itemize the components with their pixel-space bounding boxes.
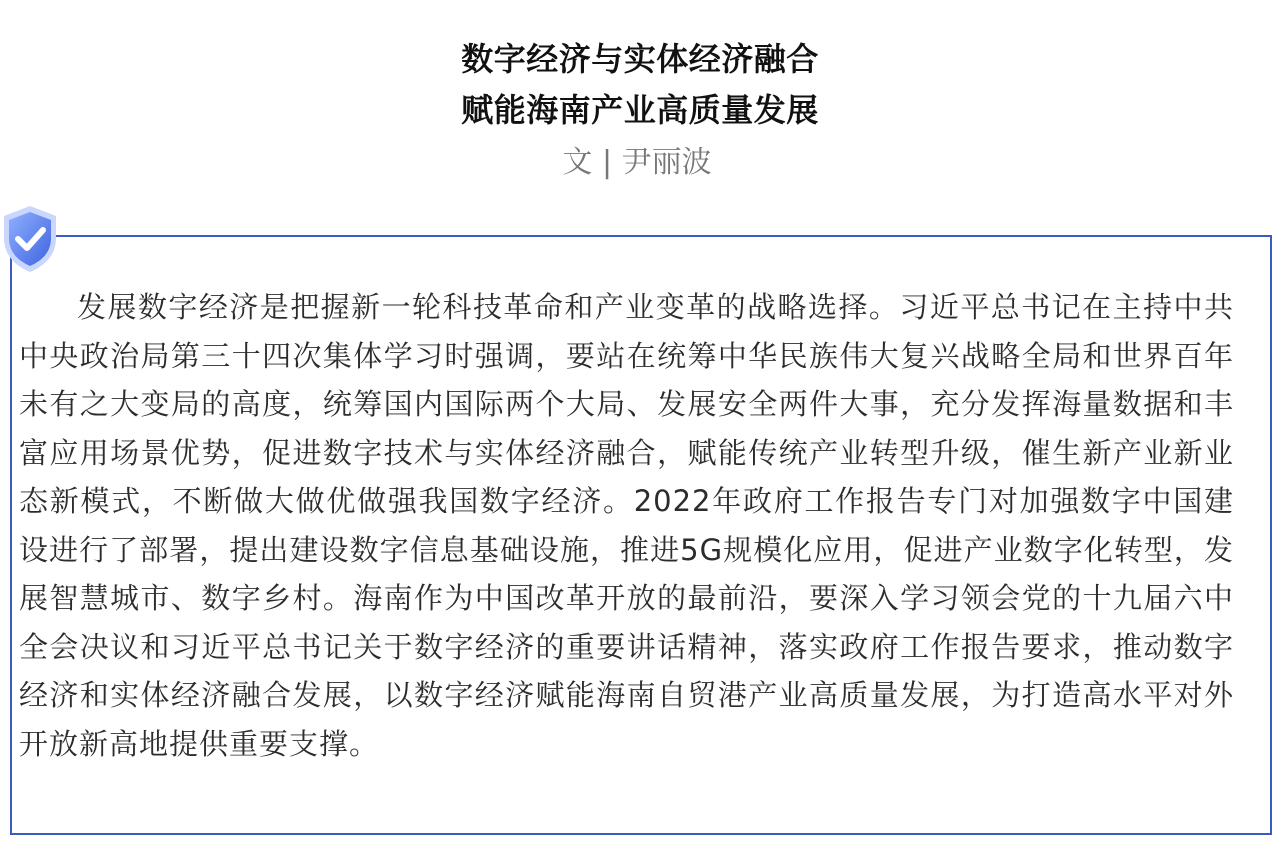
article-title-line-2: 赋能海南产业高质量发展 <box>461 91 819 129</box>
author-byline: 文 | 尹丽波 <box>562 145 712 180</box>
article-title-line-1: 数字经济与实体经济融合 <box>461 40 819 78</box>
abstract-paragraph: 发展数字经济是把握新一轮科技革命和产业变革的战略选择。习近平总书记在主持中共中央政治局第三十四次集体学习时强调，要站在统筹中华民族伟大复兴战略全局和世界百年未有之大变局的高度，统筹国内国际两个大局、发展安全两件大事，充分发挥海量数据和丰富应用场景优势，促进数字技术与实体经济融合，赋能传统产业转型升级，催生新产业新业态新模式，不断做大做优做强我国数字经济。2022年政府工作报告专门对加强数字中国建设进行了部署，提出建设数字信息基础设施，推进5G规模化应用，促进产业数字化转型，发展智慧城市、数字乡村。海南作为中国改革开放的最前沿，要深入学习领会党的十九届六中全会决议和习近平总书记关于数字经济的重要讲话精神，落实政府工作报告要求，推动数字经济和实体经济融合发展，以数字经济赋能海南自贸港产业高质量发展，为打造高水平对外开放新高地提供重要支撑。 <box>19 290 1234 761</box>
shield-check-icon <box>0 204 60 274</box>
